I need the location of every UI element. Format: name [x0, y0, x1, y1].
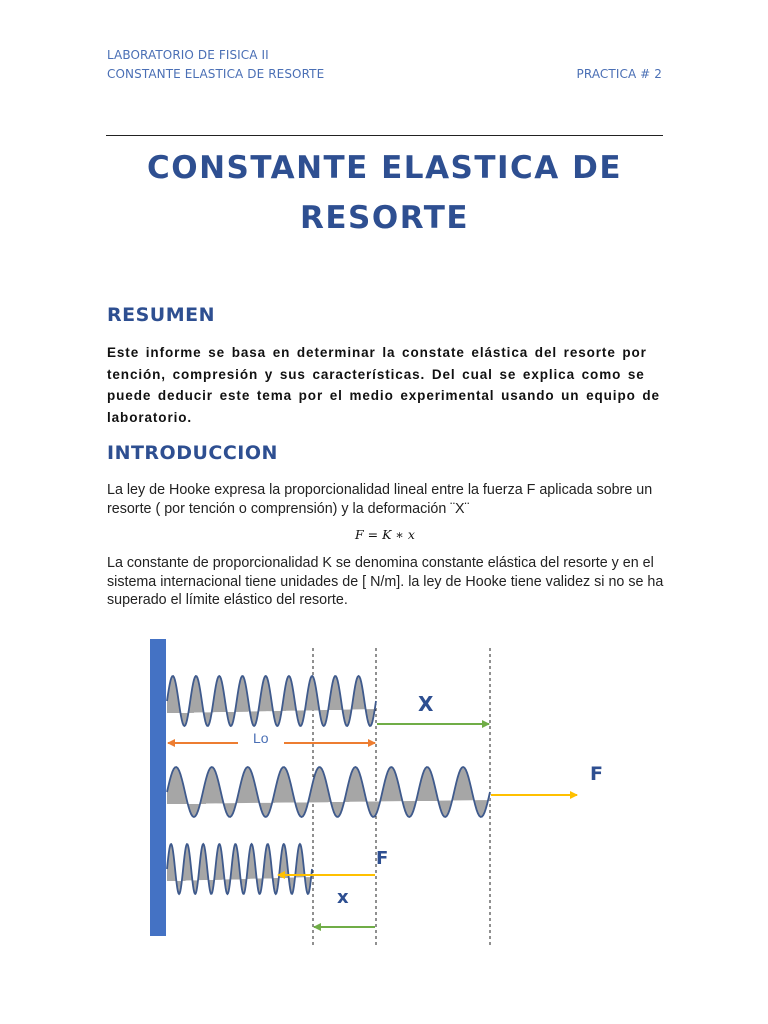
- resumen-text: Este informe se basa en determinar la constate elástica del resorte por tención, compresión y sus características. Del cual se explica como se puede deducir este tema por el medio experimental usando un equipo de laboratorio.: [107, 345, 660, 425]
- page-title-line-1: CONSTANTE ELASTICA DE: [146, 150, 623, 186]
- section-heading-introduccion: INTRODUCCION: [107, 442, 278, 464]
- spring-stretched: [167, 767, 490, 817]
- page-title-line-2: RESORTE: [299, 200, 470, 236]
- compression-label: x: [337, 887, 349, 908]
- elongation-label: X: [418, 692, 434, 716]
- header-subtitle: CONSTANTE ELASTICA DE RESORTE: [107, 67, 325, 81]
- intro-paragraph-2: La constante de proporcionalidad K se denomina constante elástica del resorte y en el sistema internacional tiene unidades de [ N/m]. la ley de Hooke tiene validez si no se ha superado el límite elástico del resorte.: [107, 555, 664, 608]
- tension-force-label: F: [590, 763, 603, 785]
- compression-force-label: F: [376, 848, 389, 869]
- intro-paragraph-1: La ley de Hooke expresa la proporcionalidad lineal entre la fuerza F aplicada sobre un resorte ( por tención o comprensión) y la deformación ¨X¨: [107, 482, 653, 517]
- lo-label: Lo: [253, 730, 269, 746]
- header-practice-number: PRACTICA # 2: [576, 67, 662, 81]
- hooke-formula: F = K ∗ x: [355, 527, 415, 542]
- section-heading-resumen: RESUMEN: [107, 304, 216, 326]
- hooke-spring-diagram: [0, 620, 768, 960]
- header-divider: [106, 135, 663, 136]
- spring-compressed: [167, 844, 312, 894]
- wall: [150, 639, 166, 936]
- header-lab-title: LABORATORIO DE FISICA II: [107, 48, 269, 62]
- spring-natural-length: [167, 676, 376, 726]
